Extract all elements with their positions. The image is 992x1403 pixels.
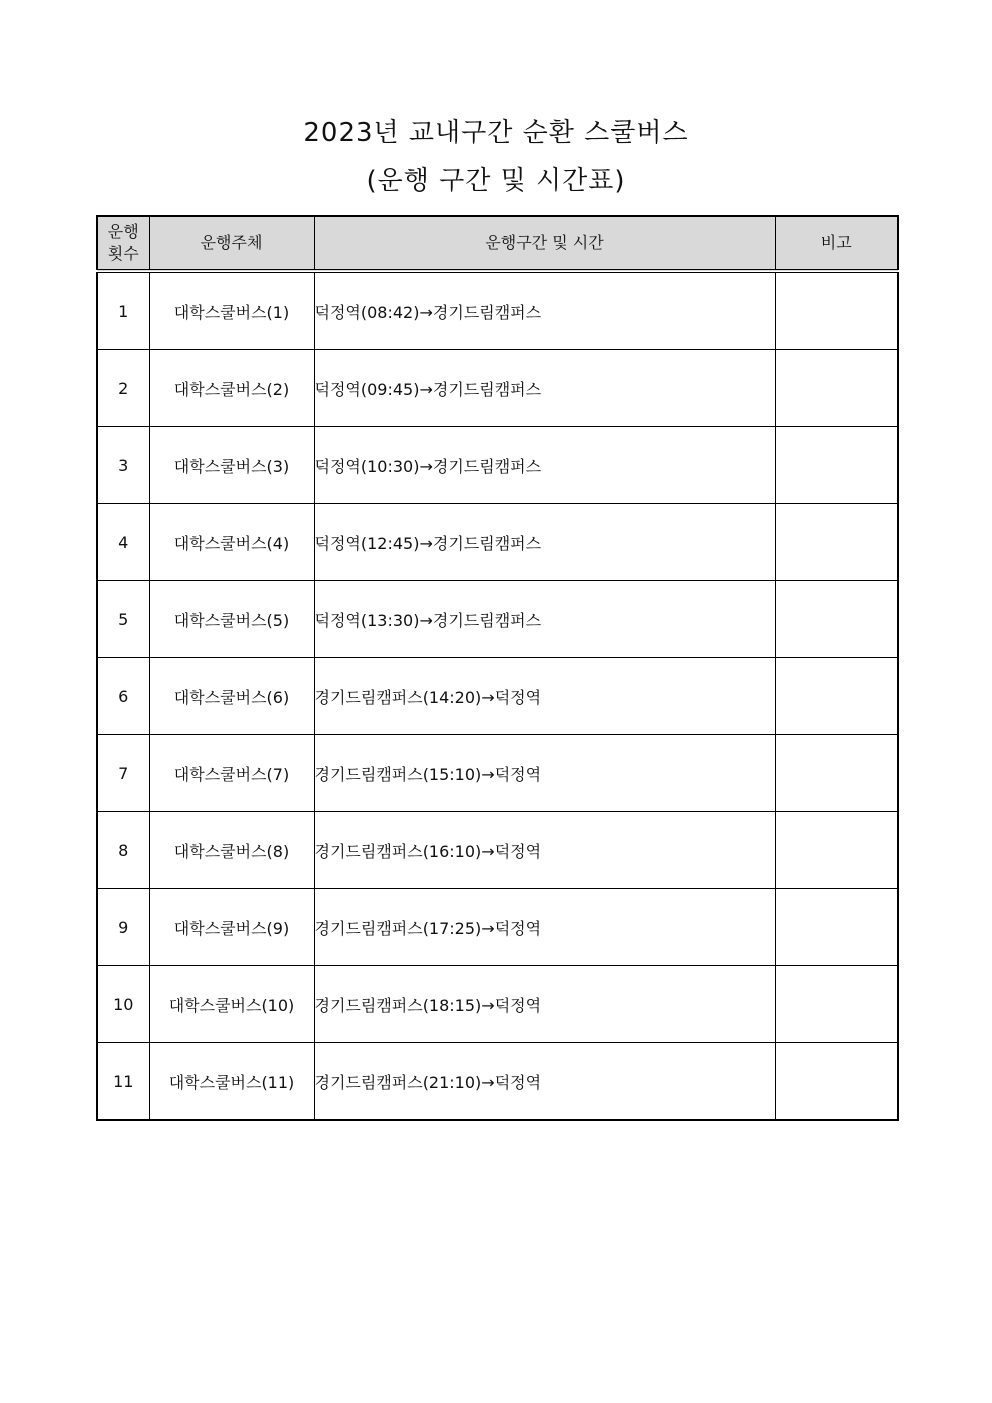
- row-route-cell: 경기드림캠퍼스(18:15)→덕정역: [314, 966, 775, 1043]
- row-number-cell: 8: [97, 812, 149, 889]
- row-operator-cell: 대학스쿨버스(9): [149, 889, 314, 966]
- row-number-cell: 2: [97, 350, 149, 427]
- row-operator-cell: 대학스쿨버스(11): [149, 1043, 314, 1121]
- row-operator-cell: 대학스쿨버스(7): [149, 735, 314, 812]
- row-number-cell: 3: [97, 427, 149, 504]
- table-row: [97, 966, 898, 1043]
- row-route-cell: 경기드림캠퍼스(16:10)→덕정역: [314, 812, 775, 889]
- row-operator-cell: 대학스쿨버스(5): [149, 581, 314, 658]
- row-note-cell: [775, 812, 898, 889]
- header-operator: 운행주체: [149, 216, 314, 271]
- table-header-row: [97, 216, 898, 271]
- row-note-cell: [775, 658, 898, 735]
- row-route-cell: 경기드림캠퍼스(14:20)→덕정역: [314, 658, 775, 735]
- row-number-cell: 11: [97, 1043, 149, 1121]
- row-number-cell: 1: [97, 271, 149, 350]
- row-note-cell: [775, 271, 898, 350]
- row-operator-cell: 대학스쿨버스(10): [149, 966, 314, 1043]
- header-route: 운행구간 및 시간: [314, 216, 775, 271]
- row-number-cell: 5: [97, 581, 149, 658]
- row-number-cell: 6: [97, 658, 149, 735]
- row-operator-cell: 대학스쿨버스(3): [149, 427, 314, 504]
- row-route-cell: 덕정역(09:45)→경기드림캠퍼스: [314, 350, 775, 427]
- row-route-cell: 경기드림캠퍼스(21:10)→덕정역: [314, 1043, 775, 1121]
- row-note-cell: [775, 427, 898, 504]
- document-title: 2023년 교내구간 순환 스쿨버스: [303, 118, 689, 148]
- row-operator-cell: 대학스쿨버스(1): [149, 271, 314, 350]
- row-number-cell: 7: [97, 735, 149, 812]
- table-row: [97, 271, 898, 350]
- header-run-count-line2: 횟수: [107, 244, 139, 263]
- row-note-cell: [775, 581, 898, 658]
- row-route-cell: 덕정역(13:30)→경기드림캠퍼스: [314, 581, 775, 658]
- row-route-cell: 덕정역(12:45)→경기드림캠퍼스: [314, 504, 775, 581]
- table-row: [97, 1043, 898, 1121]
- table-row: [97, 812, 898, 889]
- row-route-cell: 경기드림캠퍼스(17:25)→덕정역: [314, 889, 775, 966]
- row-note-cell: [775, 504, 898, 581]
- row-number-cell: 4: [97, 504, 149, 581]
- row-note-cell: [775, 889, 898, 966]
- header-note: 비고: [775, 216, 898, 271]
- table-row: [97, 504, 898, 581]
- header-run-count: [97, 216, 149, 271]
- row-operator-cell: 대학스쿨버스(6): [149, 658, 314, 735]
- row-note-cell: [775, 1043, 898, 1121]
- row-operator-cell: 대학스쿨버스(4): [149, 504, 314, 581]
- header-run-count-line1: 운행: [107, 222, 139, 241]
- table-row: [97, 581, 898, 658]
- row-route-cell: 경기드림캠퍼스(15:10)→덕정역: [314, 735, 775, 812]
- row-route-cell: 덕정역(08:42)→경기드림캠퍼스: [314, 271, 775, 350]
- row-note-cell: [775, 735, 898, 812]
- table-row: [97, 658, 898, 735]
- row-number-cell: 10: [97, 966, 149, 1043]
- document-subtitle: (운행 구간 및 시간표): [366, 166, 626, 196]
- schedule-table: [96, 215, 899, 1121]
- row-route-cell: 덕정역(10:30)→경기드림캠퍼스: [314, 427, 775, 504]
- row-note-cell: [775, 350, 898, 427]
- table-row: [97, 889, 898, 966]
- row-operator-cell: 대학스쿨버스(8): [149, 812, 314, 889]
- row-operator-cell: 대학스쿨버스(2): [149, 350, 314, 427]
- row-note-cell: [775, 966, 898, 1043]
- table-row: [97, 350, 898, 427]
- table-row: [97, 427, 898, 504]
- table-row: [97, 735, 898, 812]
- row-number-cell: 9: [97, 889, 149, 966]
